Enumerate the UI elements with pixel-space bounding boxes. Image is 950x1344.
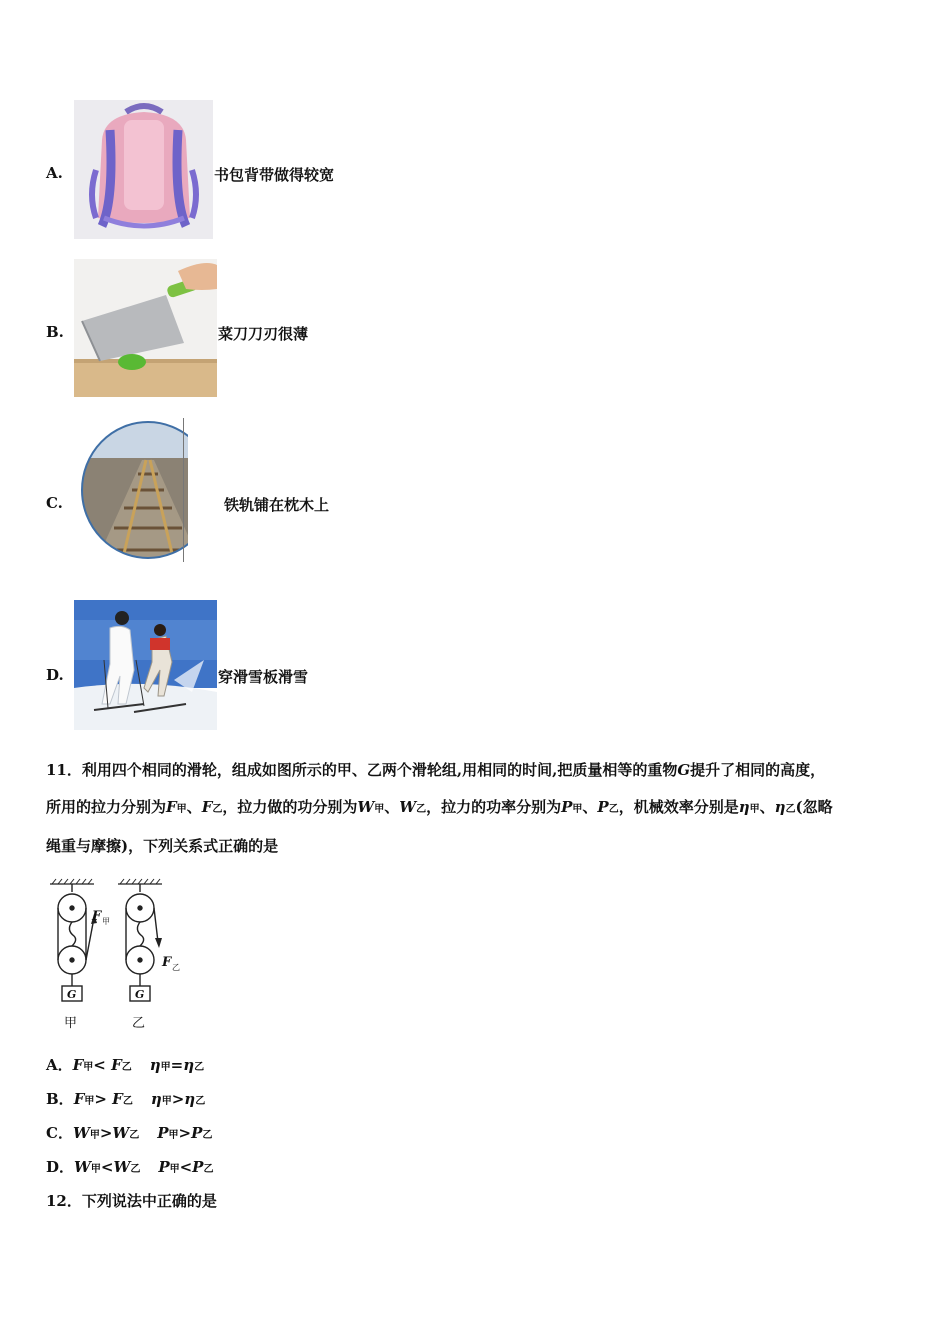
pulley-figure bbox=[44, 878, 194, 1036]
question-11-text bbox=[46, 752, 916, 865]
question-12-text: 12．下列说法中正确的是 bbox=[46, 1192, 217, 1210]
skiing-photo bbox=[74, 600, 217, 730]
answer-option-d[interactable]: D．W甲<W乙 P甲<P乙 bbox=[46, 1158, 214, 1176]
force-sub-yi: 乙 bbox=[172, 963, 180, 972]
option-letter: C. bbox=[46, 494, 63, 512]
option-caption: 书包背带做得较宽 bbox=[214, 166, 335, 184]
weight-label-yi: G bbox=[135, 988, 145, 1001]
figure-label-yi: 乙 bbox=[132, 1016, 146, 1031]
force-sub-jia: 甲 bbox=[102, 917, 110, 926]
answer-option-a[interactable]: A．F甲< F乙 η甲=η乙 bbox=[46, 1056, 205, 1074]
option-caption: 穿滑雪板滑雪 bbox=[218, 668, 309, 686]
figure-label-jia: 甲 bbox=[64, 1016, 78, 1031]
option-caption: 铁轨铺在枕木上 bbox=[224, 496, 330, 514]
question-11-line-3: 绳重与摩擦)，下列关系式正确的是 bbox=[46, 837, 279, 855]
option-letter: A. bbox=[46, 164, 63, 182]
cleaver-photo bbox=[74, 259, 217, 397]
force-label-jia: F bbox=[92, 909, 102, 924]
backpack-photo bbox=[74, 100, 213, 239]
option-caption: 菜刀刀刃很薄 bbox=[218, 325, 309, 343]
option-c-row bbox=[0, 418, 950, 563]
answer-option-c[interactable]: C．W甲>W乙 P甲>P乙 bbox=[46, 1124, 213, 1142]
force-label-yi: F bbox=[162, 955, 172, 970]
option-letter: B. bbox=[46, 323, 64, 341]
weight-label-jia: G bbox=[67, 988, 77, 1001]
option-a-row bbox=[0, 100, 950, 240]
question-11-line-2: 所用的拉力分别为F甲、F乙，拉力做的功分别为W甲、W乙，拉力的功率分别为P甲、P乙，机械效率分别是η甲、η乙(忽略 bbox=[46, 798, 833, 816]
railway-photo bbox=[80, 418, 188, 562]
option-d-row bbox=[0, 600, 950, 732]
option-letter: D. bbox=[46, 666, 64, 684]
question-number: 11． bbox=[46, 761, 82, 779]
question-number: 12． bbox=[46, 1192, 82, 1210]
question-11-line-1: 11．利用四个相同的滑轮，组成如图所示的甲、乙两个滑轮组,用相同的时间,把质量相等的重物G提升了相同的高度， bbox=[46, 761, 826, 779]
option-b-row bbox=[0, 259, 950, 399]
answer-option-b[interactable]: B．F甲> F乙 η甲>η乙 bbox=[46, 1090, 206, 1108]
railway-divider bbox=[183, 418, 184, 562]
